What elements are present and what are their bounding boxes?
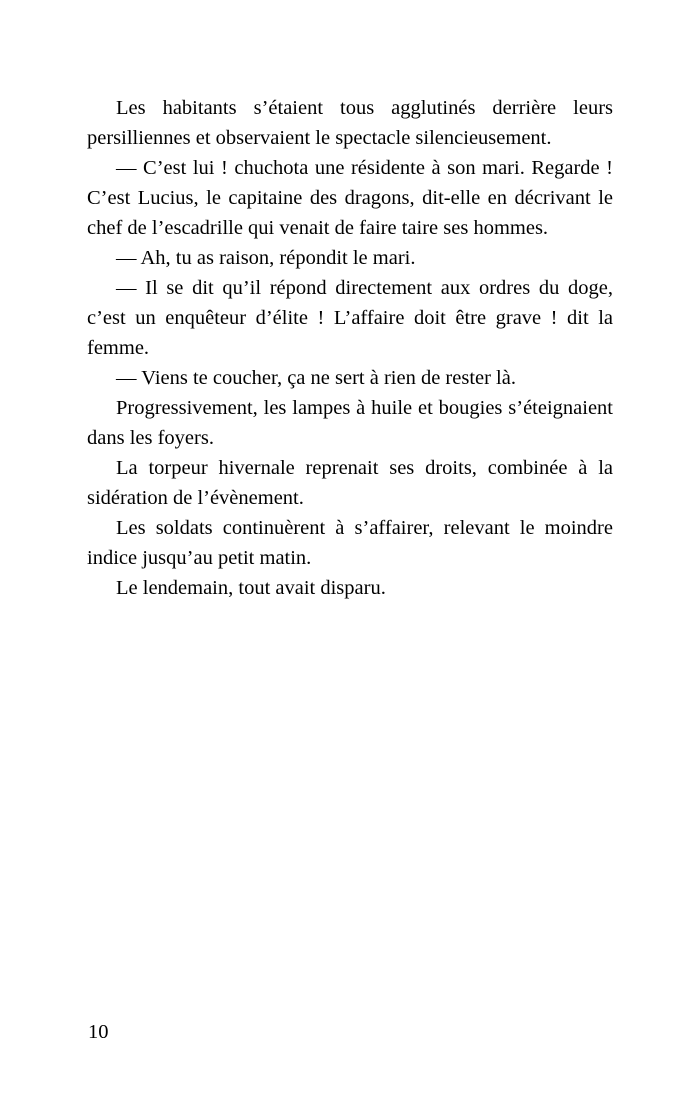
paragraph: Les habitants s’étaient tous agglutinés derrière leurs persilliennes et observaient le spectacle silencieusement.: [87, 97, 613, 149]
body-text: [87, 93, 613, 603]
paragraph: La torpeur hivernale reprenait ses droits, combinée à la sidération de l’évènement.: [87, 457, 613, 509]
page-number: 10: [88, 1021, 109, 1043]
paragraph: Le lendemain, tout avait disparu.: [116, 577, 386, 599]
paragraph: — Il se dit qu’il répond directement aux ordres du doge, c’est un enquêteur d’élite ! L’affaire doit être grave ! dit la femme.: [87, 277, 613, 359]
paragraph: — C’est lui ! chuchota une résidente à son mari. Regarde ! C’est Lucius, le capitaine des dragons, dit-elle en décrivant le chef de l’escadrille qui venait de faire taire ses hommes.: [87, 157, 613, 239]
paragraph: Les soldats continuèrent à s’affairer, relevant le moindre indice jusqu’au petit matin.: [87, 517, 613, 569]
paragraph: — Ah, tu as raison, répondit le mari.: [116, 247, 416, 269]
paragraph: — Viens te coucher, ça ne sert à rien de rester là.: [116, 367, 516, 389]
paragraph: Progressivement, les lampes à huile et bougies s’éteignaient dans les foyers.: [87, 397, 613, 449]
